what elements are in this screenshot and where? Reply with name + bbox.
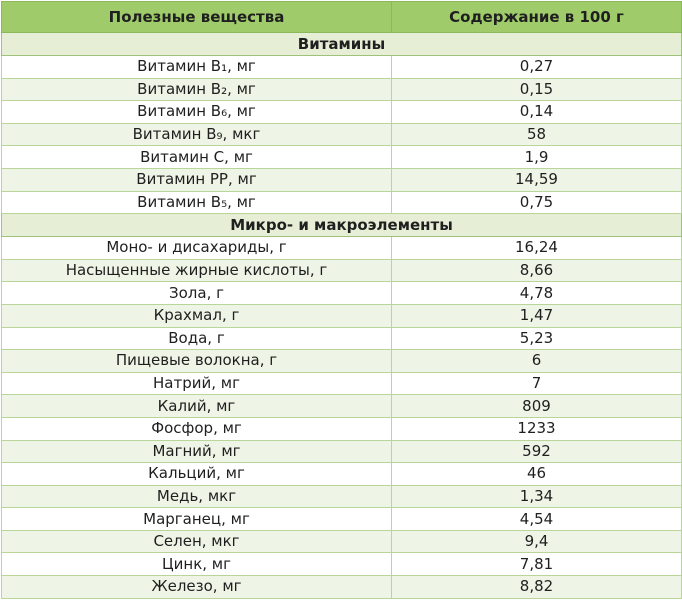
nutrient-value-cell: 8,82 — [392, 576, 682, 599]
table-row — [2, 146, 682, 169]
nutrient-name-cell: Фосфор, мг — [2, 417, 392, 440]
header-nutrients: Полезные вещества — [2, 2, 392, 33]
nutrient-value-cell: 0,27 — [392, 56, 682, 79]
nutrient-value-cell: 809 — [392, 395, 682, 418]
nutrient-name-cell: Калий, мг — [2, 395, 392, 418]
section-row — [2, 214, 682, 237]
nutrient-name-cell: Марганец, мг — [2, 508, 392, 531]
nutrient-value-cell: 0,14 — [392, 101, 682, 124]
nutrient-name-cell: Цинк, мг — [2, 553, 392, 576]
section-row — [2, 33, 682, 56]
nutrient-name-cell: Моно- и дисахариды, г — [2, 237, 392, 260]
section-title: Витамины — [2, 33, 682, 56]
table-row — [2, 123, 682, 146]
table-row — [2, 508, 682, 531]
table-row — [2, 576, 682, 599]
nutrient-value-cell: 16,24 — [392, 237, 682, 260]
table-row — [2, 440, 682, 463]
table-row — [2, 395, 682, 418]
nutrient-name-cell: Пищевые волокна, г — [2, 350, 392, 373]
table-row — [2, 259, 682, 282]
nutrient-value-cell: 4,78 — [392, 282, 682, 305]
table-row — [2, 485, 682, 508]
nutrient-name-cell: Витамин С, мг — [2, 146, 392, 169]
nutrient-name-cell: Витамин В₂, мг — [2, 78, 392, 101]
nutrient-name-cell: Селен, мкг — [2, 530, 392, 553]
nutrient-name-cell: Витамин В₅, мг — [2, 191, 392, 214]
nutrition-table-container — [1, 1, 681, 599]
table-row — [2, 237, 682, 260]
table-row — [2, 350, 682, 373]
nutrient-name-cell: Крахмал, г — [2, 304, 392, 327]
table-row — [2, 530, 682, 553]
table-row — [2, 101, 682, 124]
nutrient-name-cell: Магний, мг — [2, 440, 392, 463]
nutrient-value-cell: 7 — [392, 372, 682, 395]
nutrient-value-cell: 592 — [392, 440, 682, 463]
nutrient-value-cell: 8,66 — [392, 259, 682, 282]
nutrient-name-cell: Витамин В₁, мг — [2, 56, 392, 79]
nutrient-name-cell: Вода, г — [2, 327, 392, 350]
table-row — [2, 282, 682, 305]
nutrient-name-cell: Витамин РР, мг — [2, 168, 392, 191]
nutrition-table — [1, 1, 682, 599]
table-row — [2, 372, 682, 395]
nutrient-value-cell: 9,4 — [392, 530, 682, 553]
nutrient-name-cell: Натрий, мг — [2, 372, 392, 395]
nutrient-value-cell: 58 — [392, 123, 682, 146]
nutrient-value-cell: 6 — [392, 350, 682, 373]
nutrient-name-cell: Железо, мг — [2, 576, 392, 599]
nutrient-value-cell: 0,75 — [392, 191, 682, 214]
table-row — [2, 304, 682, 327]
nutrient-value-cell: 1,47 — [392, 304, 682, 327]
nutrient-value-cell: 1233 — [392, 417, 682, 440]
table-row — [2, 191, 682, 214]
nutrient-value-cell: 46 — [392, 463, 682, 486]
nutrient-value-cell: 14,59 — [392, 168, 682, 191]
table-row — [2, 56, 682, 79]
table-row — [2, 553, 682, 576]
nutrient-value-cell: 1,34 — [392, 485, 682, 508]
nutrient-value-cell: 4,54 — [392, 508, 682, 531]
nutrient-name-cell: Насыщенные жирные кислоты, г — [2, 259, 392, 282]
nutrient-name-cell: Витамин В₆, мг — [2, 101, 392, 124]
nutrient-name-cell: Кальций, мг — [2, 463, 392, 486]
nutrient-value-cell: 7,81 — [392, 553, 682, 576]
header-content-per-100g: Содержание в 100 г — [392, 2, 682, 33]
table-header-row — [2, 2, 682, 33]
nutrient-name-cell: Медь, мкг — [2, 485, 392, 508]
nutrient-name-cell: Витамин В₉, мкг — [2, 123, 392, 146]
nutrient-value-cell: 5,23 — [392, 327, 682, 350]
table-row — [2, 168, 682, 191]
nutrient-name-cell: Зола, г — [2, 282, 392, 305]
nutrient-value-cell: 0,15 — [392, 78, 682, 101]
table-row — [2, 463, 682, 486]
section-title: Микро- и макроэлементы — [2, 214, 682, 237]
table-row — [2, 78, 682, 101]
table-body — [2, 33, 682, 599]
table-row — [2, 327, 682, 350]
table-row — [2, 417, 682, 440]
nutrient-value-cell: 1,9 — [392, 146, 682, 169]
